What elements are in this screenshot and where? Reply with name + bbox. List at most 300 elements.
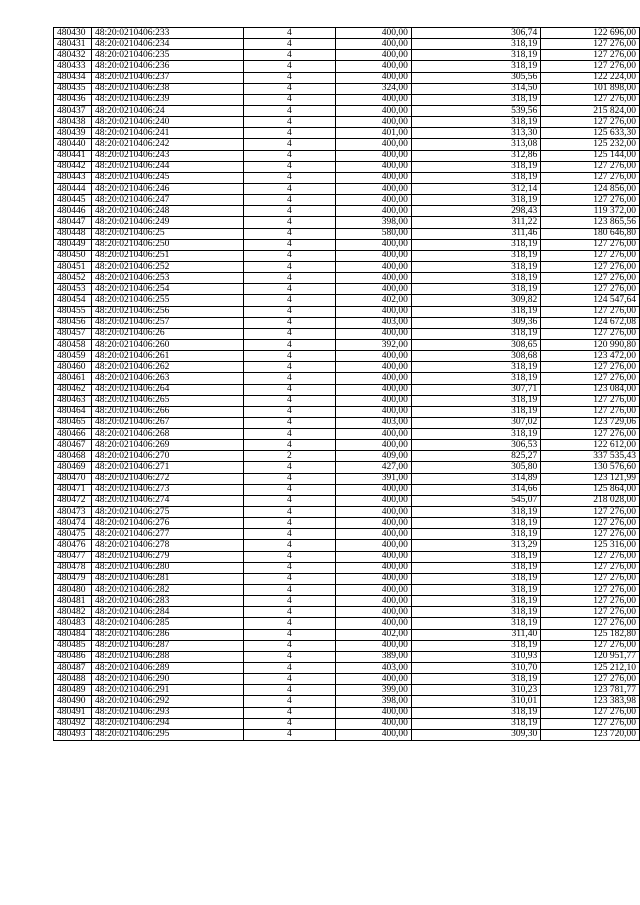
row-number-cell: 480478 [54, 562, 92, 573]
table-row [54, 83, 640, 94]
cadastral-value-cell: 127 276,00 [541, 707, 640, 718]
table-row [54, 105, 640, 116]
area-cell: 400,00 [336, 640, 412, 651]
category-cell: 4 [243, 551, 336, 562]
cadastral-number-cell: 48:20:0210406:24 [91, 105, 243, 116]
row-number-cell: 480460 [54, 362, 92, 373]
row-number-cell: 480455 [54, 306, 92, 317]
category-cell: 4 [243, 206, 336, 217]
unit-value-cell: 298,43 [411, 206, 540, 217]
table-row [54, 250, 640, 261]
cadastral-value-cell: 127 276,00 [541, 172, 640, 183]
table-row [54, 462, 640, 473]
area-cell: 400,00 [336, 306, 412, 317]
row-number-cell: 480445 [54, 195, 92, 206]
table-row [54, 172, 640, 183]
row-number-cell: 480482 [54, 607, 92, 618]
area-cell: 400,00 [336, 94, 412, 105]
category-cell: 4 [243, 674, 336, 685]
area-cell: 400,00 [336, 596, 412, 607]
cadastral-value-cell: 218 028,00 [541, 495, 640, 506]
category-cell: 4 [243, 718, 336, 729]
row-number-cell: 480458 [54, 339, 92, 350]
area-cell: 399,00 [336, 685, 412, 696]
row-number-cell: 480484 [54, 629, 92, 640]
area-cell: 400,00 [336, 351, 412, 362]
table-row [54, 651, 640, 662]
unit-value-cell: 318,19 [411, 195, 540, 206]
row-number-cell: 480490 [54, 696, 92, 707]
area-cell: 400,00 [336, 105, 412, 116]
table-row [54, 451, 640, 462]
area-cell: 392,00 [336, 339, 412, 350]
cadastral-number-cell: 48:20:0210406:247 [91, 195, 243, 206]
area-cell: 400,00 [336, 607, 412, 618]
cadastral-value-cell: 120 990,80 [541, 339, 640, 350]
category-cell: 4 [243, 495, 336, 506]
cadastral-value-cell: 127 276,00 [541, 518, 640, 529]
unit-value-cell: 318,19 [411, 707, 540, 718]
row-number-cell: 480436 [54, 94, 92, 105]
unit-value-cell: 305,56 [411, 72, 540, 83]
unit-value-cell: 318,19 [411, 518, 540, 529]
cadastral-number-cell: 48:20:0210406:266 [91, 406, 243, 417]
category-cell: 4 [243, 663, 336, 674]
cadastral-number-cell: 48:20:0210406:269 [91, 440, 243, 451]
cadastral-value-cell: 123 121,99 [541, 473, 640, 484]
cadastral-value-cell: 125 316,00 [541, 540, 640, 551]
row-number-cell: 480440 [54, 139, 92, 150]
cadastral-number-cell: 48:20:0210406:270 [91, 451, 243, 462]
unit-value-cell: 318,19 [411, 117, 540, 128]
cadastral-number-cell: 48:20:0210406:282 [91, 585, 243, 596]
row-number-cell: 480464 [54, 406, 92, 417]
table-row [54, 663, 640, 674]
row-number-cell: 480463 [54, 395, 92, 406]
row-number-cell: 480438 [54, 117, 92, 128]
area-cell: 400,00 [336, 139, 412, 150]
table-row [54, 607, 640, 618]
cadastral-value-cell: 127 276,00 [541, 39, 640, 50]
unit-value-cell: 545,07 [411, 495, 540, 506]
cadastral-value-cell: 127 276,00 [541, 507, 640, 518]
table-row [54, 28, 640, 39]
category-cell: 4 [243, 729, 336, 740]
category-cell: 4 [243, 39, 336, 50]
cadastral-value-cell: 127 276,00 [541, 573, 640, 584]
table-row [54, 117, 640, 128]
area-cell: 400,00 [336, 161, 412, 172]
row-number-cell: 480483 [54, 618, 92, 629]
cadastral-value-cell: 125 232,00 [541, 139, 640, 150]
row-number-cell: 480465 [54, 417, 92, 428]
row-number-cell: 480437 [54, 105, 92, 116]
unit-value-cell: 311,22 [411, 217, 540, 228]
category-cell: 4 [243, 596, 336, 607]
category-cell: 4 [243, 607, 336, 618]
category-cell: 4 [243, 295, 336, 306]
row-number-cell: 480487 [54, 663, 92, 674]
cadastral-number-cell: 48:20:0210406:235 [91, 50, 243, 61]
unit-value-cell: 309,36 [411, 317, 540, 328]
table-row [54, 284, 640, 295]
cadastral-value-cell: 127 276,00 [541, 607, 640, 618]
cadastral-value-cell: 125 144,00 [541, 150, 640, 161]
cadastral-value-cell: 125 182,80 [541, 629, 640, 640]
cadastral-number-cell: 48:20:0210406:234 [91, 39, 243, 50]
cadastral-value-cell: 337 535,43 [541, 451, 640, 462]
row-number-cell: 480466 [54, 429, 92, 440]
table-row [54, 261, 640, 272]
cadastral-number-cell: 48:20:0210406:236 [91, 61, 243, 72]
unit-value-cell: 318,19 [411, 273, 540, 284]
area-cell: 400,00 [336, 50, 412, 61]
table-row [54, 139, 640, 150]
cadastral-number-cell: 48:20:0210406:250 [91, 239, 243, 250]
unit-value-cell: 309,82 [411, 295, 540, 306]
table-row [54, 707, 640, 718]
row-number-cell: 480433 [54, 61, 92, 72]
unit-value-cell: 318,19 [411, 406, 540, 417]
cadastral-number-cell: 48:20:0210406:280 [91, 562, 243, 573]
unit-value-cell: 308,65 [411, 339, 540, 350]
cadastral-number-cell: 48:20:0210406:274 [91, 495, 243, 506]
category-cell: 4 [243, 284, 336, 295]
unit-value-cell: 314,66 [411, 484, 540, 495]
category-cell: 4 [243, 462, 336, 473]
table-row [54, 618, 640, 629]
cadastral-number-cell: 48:20:0210406:254 [91, 284, 243, 295]
table-row [54, 674, 640, 685]
category-cell: 4 [243, 618, 336, 629]
area-cell: 400,00 [336, 195, 412, 206]
cadastral-number-cell: 48:20:0210406:290 [91, 674, 243, 685]
unit-value-cell: 313,30 [411, 128, 540, 139]
cadastral-value-cell: 127 276,00 [541, 306, 640, 317]
area-cell: 409,00 [336, 451, 412, 462]
unit-value-cell: 318,19 [411, 551, 540, 562]
row-number-cell: 480456 [54, 317, 92, 328]
table-row [54, 195, 640, 206]
cadastral-number-cell: 48:20:0210406:249 [91, 217, 243, 228]
unit-value-cell: 318,19 [411, 61, 540, 72]
table-row [54, 50, 640, 61]
category-cell: 4 [243, 384, 336, 395]
cadastral-number-cell: 48:20:0210406:286 [91, 629, 243, 640]
cadastral-number-cell: 48:20:0210406:242 [91, 139, 243, 150]
cadastral-value-cell: 124 672,08 [541, 317, 640, 328]
table-row [54, 540, 640, 551]
cadastral-number-cell: 48:20:0210406:262 [91, 362, 243, 373]
unit-value-cell: 318,19 [411, 239, 540, 250]
category-cell: 4 [243, 351, 336, 362]
area-cell: 400,00 [336, 707, 412, 718]
category-cell: 4 [243, 585, 336, 596]
cadastral-number-cell: 48:20:0210406:294 [91, 718, 243, 729]
row-number-cell: 480434 [54, 72, 92, 83]
category-cell: 4 [243, 195, 336, 206]
cadastral-value-cell: 127 276,00 [541, 328, 640, 339]
category-cell: 4 [243, 507, 336, 518]
cadastral-number-cell: 48:20:0210406:239 [91, 94, 243, 105]
cadastral-number-cell: 48:20:0210406:263 [91, 373, 243, 384]
area-cell: 400,00 [336, 150, 412, 161]
row-number-cell: 480462 [54, 384, 92, 395]
area-cell: 400,00 [336, 328, 412, 339]
cadastral-value-cell: 127 276,00 [541, 551, 640, 562]
category-cell: 4 [243, 651, 336, 662]
table-row [54, 529, 640, 540]
unit-value-cell: 318,19 [411, 562, 540, 573]
area-cell: 400,00 [336, 529, 412, 540]
table-row [54, 150, 640, 161]
cadastral-number-cell: 48:20:0210406:251 [91, 250, 243, 261]
area-cell: 400,00 [336, 362, 412, 373]
unit-value-cell: 310,23 [411, 685, 540, 696]
cadastral-value-cell: 127 276,00 [541, 585, 640, 596]
unit-value-cell: 311,40 [411, 629, 540, 640]
area-cell: 400,00 [336, 729, 412, 740]
unit-value-cell: 318,19 [411, 585, 540, 596]
area-cell: 324,00 [336, 83, 412, 94]
unit-value-cell: 318,19 [411, 618, 540, 629]
table-row [54, 551, 640, 562]
cadastral-number-cell: 48:20:0210406:292 [91, 696, 243, 707]
unit-value-cell: 318,19 [411, 362, 540, 373]
cadastral-number-cell: 48:20:0210406:288 [91, 651, 243, 662]
cadastral-number-cell: 48:20:0210406:291 [91, 685, 243, 696]
cadastral-value-cell: 123 720,00 [541, 729, 640, 740]
area-cell: 391,00 [336, 473, 412, 484]
table-row [54, 685, 640, 696]
area-cell: 400,00 [336, 117, 412, 128]
table-row [54, 473, 640, 484]
category-cell: 4 [243, 105, 336, 116]
cadastral-number-cell: 48:20:0210406:244 [91, 161, 243, 172]
unit-value-cell: 310,70 [411, 663, 540, 674]
area-cell: 400,00 [336, 373, 412, 384]
table-row [54, 94, 640, 105]
cadastral-value-cell: 127 276,00 [541, 674, 640, 685]
cadastral-number-cell: 48:20:0210406:268 [91, 429, 243, 440]
cadastral-value-cell: 123 383,98 [541, 696, 640, 707]
table-row [54, 573, 640, 584]
cadastral-value-cell: 127 276,00 [541, 406, 640, 417]
cadastral-number-cell: 48:20:0210406:253 [91, 273, 243, 284]
cadastral-value-cell: 125 633,30 [541, 128, 640, 139]
area-cell: 400,00 [336, 284, 412, 295]
cadastral-value-cell: 127 276,00 [541, 362, 640, 373]
area-cell: 400,00 [336, 551, 412, 562]
cadastral-value-cell: 124 856,00 [541, 183, 640, 194]
cadastral-value-cell: 127 276,00 [541, 618, 640, 629]
unit-value-cell: 318,19 [411, 39, 540, 50]
cadastral-number-cell: 48:20:0210406:246 [91, 183, 243, 194]
category-cell: 4 [243, 139, 336, 150]
table-row [54, 585, 640, 596]
category-cell: 4 [243, 183, 336, 194]
cadastral-number-cell: 48:20:0210406:289 [91, 663, 243, 674]
area-cell: 400,00 [336, 429, 412, 440]
category-cell: 4 [243, 250, 336, 261]
category-cell: 4 [243, 518, 336, 529]
unit-value-cell: 305,80 [411, 462, 540, 473]
category-cell: 4 [243, 306, 336, 317]
area-cell: 400,00 [336, 39, 412, 50]
unit-value-cell: 307,02 [411, 417, 540, 428]
unit-value-cell: 318,19 [411, 306, 540, 317]
cadastral-value-cell: 124 547,64 [541, 295, 640, 306]
cadastral-value-cell: 127 276,00 [541, 562, 640, 573]
unit-value-cell: 539,56 [411, 105, 540, 116]
category-cell: 4 [243, 161, 336, 172]
row-number-cell: 480488 [54, 674, 92, 685]
unit-value-cell: 318,19 [411, 429, 540, 440]
row-number-cell: 480444 [54, 183, 92, 194]
category-cell: 4 [243, 273, 336, 284]
cadastral-value-cell: 101 898,00 [541, 83, 640, 94]
area-cell: 403,00 [336, 317, 412, 328]
category-cell: 4 [243, 484, 336, 495]
cadastral-number-cell: 48:20:0210406:233 [91, 28, 243, 39]
row-number-cell: 480454 [54, 295, 92, 306]
row-number-cell: 480441 [54, 150, 92, 161]
row-number-cell: 480470 [54, 473, 92, 484]
cadastral-value-cell: 215 824,00 [541, 105, 640, 116]
cadastral-number-cell: 48:20:0210406:279 [91, 551, 243, 562]
category-cell: 4 [243, 28, 336, 39]
row-number-cell: 480468 [54, 451, 92, 462]
table-row [54, 317, 640, 328]
category-cell: 4 [243, 473, 336, 484]
cadastral-value-cell: 127 276,00 [541, 284, 640, 295]
row-number-cell: 480453 [54, 284, 92, 295]
table-row [54, 373, 640, 384]
cadastral-value-cell: 127 276,00 [541, 395, 640, 406]
area-cell: 400,00 [336, 172, 412, 183]
row-number-cell: 480472 [54, 495, 92, 506]
row-number-cell: 480489 [54, 685, 92, 696]
area-cell: 427,00 [336, 462, 412, 473]
category-cell: 4 [243, 128, 336, 139]
cadastral-number-cell: 48:20:0210406:238 [91, 83, 243, 94]
row-number-cell: 480459 [54, 351, 92, 362]
cadastral-value-cell: 127 276,00 [541, 273, 640, 284]
unit-value-cell: 318,19 [411, 507, 540, 518]
area-cell: 400,00 [336, 406, 412, 417]
cadastral-number-cell: 48:20:0210406:264 [91, 384, 243, 395]
row-number-cell: 480492 [54, 718, 92, 729]
area-cell: 400,00 [336, 618, 412, 629]
category-cell: 4 [243, 562, 336, 573]
table-row [54, 429, 640, 440]
unit-value-cell: 318,19 [411, 529, 540, 540]
unit-value-cell: 313,29 [411, 540, 540, 551]
cadastral-value-cell: 125 864,00 [541, 484, 640, 495]
cadastral-number-cell: 48:20:0210406:243 [91, 150, 243, 161]
area-cell: 400,00 [336, 440, 412, 451]
table-row [54, 495, 640, 506]
table-row [54, 406, 640, 417]
unit-value-cell: 309,30 [411, 729, 540, 740]
row-number-cell: 480449 [54, 239, 92, 250]
area-cell: 400,00 [336, 573, 412, 584]
category-cell: 4 [243, 540, 336, 551]
unit-value-cell: 311,46 [411, 228, 540, 239]
table-row [54, 328, 640, 339]
area-cell: 400,00 [336, 507, 412, 518]
cadastral-value-cell: 127 276,00 [541, 261, 640, 272]
cadastral-number-cell: 48:20:0210406:26 [91, 328, 243, 339]
row-number-cell: 480473 [54, 507, 92, 518]
area-cell: 400,00 [336, 206, 412, 217]
category-cell: 4 [243, 373, 336, 384]
area-cell: 401,00 [336, 128, 412, 139]
area-cell: 389,00 [336, 651, 412, 662]
table-row [54, 217, 640, 228]
row-number-cell: 480475 [54, 529, 92, 540]
table-row [54, 306, 640, 317]
cadastral-number-cell: 48:20:0210406:255 [91, 295, 243, 306]
cadastral-number-cell: 48:20:0210406:260 [91, 339, 243, 350]
area-cell: 400,00 [336, 273, 412, 284]
cadastral-value-cell: 127 276,00 [541, 429, 640, 440]
cadastral-number-cell: 48:20:0210406:237 [91, 72, 243, 83]
row-number-cell: 480432 [54, 50, 92, 61]
category-cell: 4 [243, 72, 336, 83]
cadastral-number-cell: 48:20:0210406:276 [91, 518, 243, 529]
cadastral-number-cell: 48:20:0210406:293 [91, 707, 243, 718]
cadastral-value-cell: 123 084,00 [541, 384, 640, 395]
category-cell: 4 [243, 217, 336, 228]
cadastral-value-cell: 122 224,00 [541, 72, 640, 83]
row-number-cell: 480485 [54, 640, 92, 651]
cadastral-value-cell: 122 612,00 [541, 440, 640, 451]
unit-value-cell: 318,19 [411, 328, 540, 339]
table-row [54, 273, 640, 284]
table-row [54, 72, 640, 83]
cadastral-number-cell: 48:20:0210406:278 [91, 540, 243, 551]
unit-value-cell: 314,89 [411, 473, 540, 484]
row-number-cell: 480431 [54, 39, 92, 50]
cadastral-number-cell: 48:20:0210406:240 [91, 117, 243, 128]
cadastral-value-cell: 123 472,00 [541, 351, 640, 362]
row-number-cell: 480471 [54, 484, 92, 495]
cadastral-value-cell: 122 696,00 [541, 28, 640, 39]
category-cell: 4 [243, 172, 336, 183]
table-row [54, 484, 640, 495]
category-cell: 4 [243, 406, 336, 417]
category-cell: 4 [243, 696, 336, 707]
area-cell: 403,00 [336, 663, 412, 674]
cadastral-number-cell: 48:20:0210406:25 [91, 228, 243, 239]
category-cell: 4 [243, 685, 336, 696]
category-cell: 4 [243, 362, 336, 373]
row-number-cell: 480442 [54, 161, 92, 172]
category-cell: 4 [243, 429, 336, 440]
category-cell: 4 [243, 83, 336, 94]
unit-value-cell: 307,71 [411, 384, 540, 395]
category-cell: 4 [243, 339, 336, 350]
table-row [54, 729, 640, 740]
cadastral-value-cell: 127 276,00 [541, 50, 640, 61]
category-cell: 4 [243, 328, 336, 339]
area-cell: 402,00 [336, 295, 412, 306]
row-number-cell: 480479 [54, 573, 92, 584]
area-cell: 403,00 [336, 417, 412, 428]
unit-value-cell: 318,19 [411, 607, 540, 618]
row-number-cell: 480430 [54, 28, 92, 39]
